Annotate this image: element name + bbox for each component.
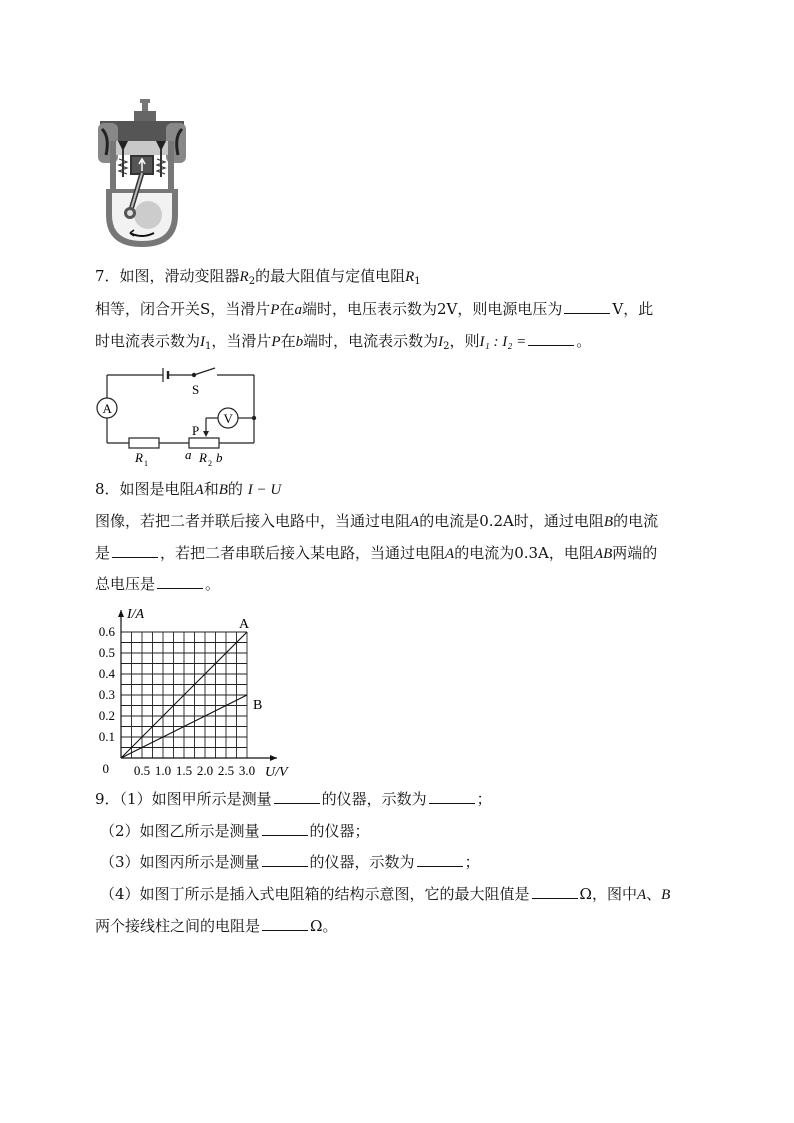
x-tick-label: 0.5: [133, 763, 151, 778]
answer-blank[interactable]: [112, 543, 158, 558]
q9-text: Ω，图中: [579, 885, 637, 903]
answer-blank[interactable]: [417, 852, 463, 867]
q7-text: 在: [280, 332, 296, 350]
q8-text: 总电压是: [95, 575, 156, 593]
y-tick-label: 0.4: [98, 666, 115, 681]
q8-text: 的: [227, 480, 243, 498]
series-label-B: B: [253, 698, 263, 713]
q9-line-2: [100, 821, 370, 841]
b-symbol: b: [295, 334, 304, 350]
q9-line-4: [100, 884, 670, 905]
q8-line-3: [95, 543, 657, 564]
y-tick-label: 0.2: [98, 708, 115, 723]
answer-blank[interactable]: [262, 852, 308, 867]
q7-text: ，则: [449, 332, 480, 350]
answer-blank[interactable]: [532, 884, 578, 899]
b-end-label: b: [216, 450, 223, 465]
q7-text: 端时，电流表示数为: [303, 332, 439, 350]
switch-label: S: [192, 382, 200, 397]
a-symbol: A: [410, 514, 420, 530]
slider-label: P: [192, 423, 200, 438]
circuit-diagram: [95, 365, 265, 473]
r1-symbol: R: [405, 269, 415, 285]
r2-subscript: 2: [248, 276, 256, 287]
q7-text: 时电流表示数为: [95, 332, 201, 350]
q7-text: 相等，闭合开关S，当滑片: [95, 300, 271, 318]
q9-line-5: [95, 916, 337, 936]
r1-label: R: [135, 450, 143, 465]
q8-line-1: [95, 479, 281, 500]
q8-text: 。: [205, 575, 221, 593]
q7-text: 在: [279, 300, 295, 318]
iu-expression: I − U: [247, 482, 282, 498]
ratio-expression: I₁ : I₂ =: [479, 334, 527, 350]
q7-text: V，此: [612, 300, 654, 318]
q8-text: 的电流是0.2A时，通过电阻: [419, 512, 604, 530]
q7-line-3: [95, 331, 591, 357]
p-symbol: P: [271, 334, 281, 350]
q8-line-4: [95, 574, 220, 594]
y-tick-label: 0.5: [98, 645, 115, 660]
q8-text: 的电流为0.3A，电阻: [454, 544, 594, 562]
q7-text: 。: [576, 332, 592, 350]
y-axis-label: I/A: [127, 607, 145, 622]
b-symbol: B: [661, 887, 671, 903]
q9-line-1: [95, 789, 492, 809]
y-tick-label: 0.3: [98, 687, 115, 702]
i2-symbol: I: [438, 334, 444, 350]
q8-text: 和: [203, 480, 219, 498]
q9-text: Ω。: [310, 917, 338, 935]
ab-symbol: AB: [593, 546, 613, 562]
r1-label-sub: 1: [144, 459, 148, 468]
q8-line-2: [95, 511, 658, 532]
answer-blank[interactable]: [262, 916, 308, 931]
q8-text: 的电流: [613, 512, 659, 530]
answer-blank[interactable]: [274, 789, 320, 804]
a-symbol: A: [636, 887, 647, 903]
r2-label: R: [199, 450, 207, 465]
a-symbol: A: [445, 546, 455, 562]
r1-subscript: 1: [414, 276, 421, 287]
answer-blank[interactable]: [564, 299, 610, 314]
answer-blank[interactable]: [157, 574, 203, 589]
q9-text: （3）如图丙所示是测量: [100, 853, 260, 871]
q9-text: 的仪器，示数为: [309, 853, 415, 871]
q9-text: 、: [646, 885, 662, 903]
answer-blank[interactable]: [429, 789, 475, 804]
q9-text: 两个接线柱之间的电阻是: [95, 917, 261, 935]
x-tick-label: 1.5: [175, 763, 193, 778]
engine-figure: [96, 97, 188, 249]
b-symbol: B: [603, 514, 614, 530]
a-symbol: a: [294, 302, 302, 318]
q8-text: 图像，若把二者并联后接入电路中，当通过电阻: [95, 512, 411, 530]
b-symbol: B: [218, 482, 228, 498]
x-tick-label: 2.5: [217, 763, 235, 778]
r2-symbol: R: [239, 269, 249, 285]
origin-label: 0: [102, 761, 109, 776]
q7-line-1: [95, 266, 421, 292]
y-tick-label: 0.6: [98, 624, 115, 639]
q8-text: 8．如图是电阻: [95, 480, 195, 498]
q9-text: 的仪器，示数为: [321, 790, 427, 808]
q9-text: ；: [476, 790, 492, 808]
q8-text: ，若把二者串联后接入某电路，当通过电阻: [160, 544, 446, 562]
x-tick-label: 3.0: [238, 763, 256, 778]
q7-text: 的最大阻值与定值电阻: [255, 267, 406, 285]
answer-blank[interactable]: [528, 331, 574, 346]
q7-line-2: [95, 299, 653, 320]
y-tick-label: 0.1: [98, 729, 115, 744]
iu-chart: [88, 598, 308, 788]
q9-text: ；: [464, 853, 480, 871]
q9-text: 的仪器；: [309, 822, 370, 840]
x-tick-label: 2.0: [196, 763, 214, 778]
a-end-label: a: [185, 447, 192, 462]
q8-text: 是: [95, 544, 111, 562]
x-axis-arrow: [270, 755, 277, 761]
answer-blank[interactable]: [262, 821, 308, 836]
i1-symbol: I: [200, 334, 206, 350]
q9-line-3: [100, 852, 480, 872]
q9-text: （4）如图丁所示是插入式电阻箱的结构示意图，它的最大阻值是: [100, 885, 530, 903]
ammeter-symbol[interactable]: A: [102, 401, 112, 416]
i2-subscript: 2: [443, 341, 450, 352]
q7-text: 7．如图，滑动变阻器: [95, 267, 240, 285]
p-symbol: P: [270, 302, 280, 318]
chart-labels: [99, 607, 289, 780]
q8-text: 两端的: [612, 544, 658, 562]
voltmeter-symbol[interactable]: V: [223, 411, 233, 426]
q9-text: 9．（1）如图甲所示是测量: [95, 790, 272, 808]
x-axis-label: U/V: [265, 765, 288, 780]
q7-text: ，当滑片: [211, 332, 272, 350]
r2-label-sub: 2: [208, 459, 212, 468]
series-label-A: A: [239, 617, 250, 632]
q7-text: 端时，电压表示数为2V，则电源电压为: [301, 300, 563, 318]
y-axis-arrow: [118, 610, 124, 617]
x-tick-label: 1.0: [154, 763, 172, 778]
i1-subscript: 1: [205, 341, 212, 352]
q9-text: （2）如图乙所示是测量: [100, 822, 260, 840]
a-symbol: A: [194, 482, 204, 498]
